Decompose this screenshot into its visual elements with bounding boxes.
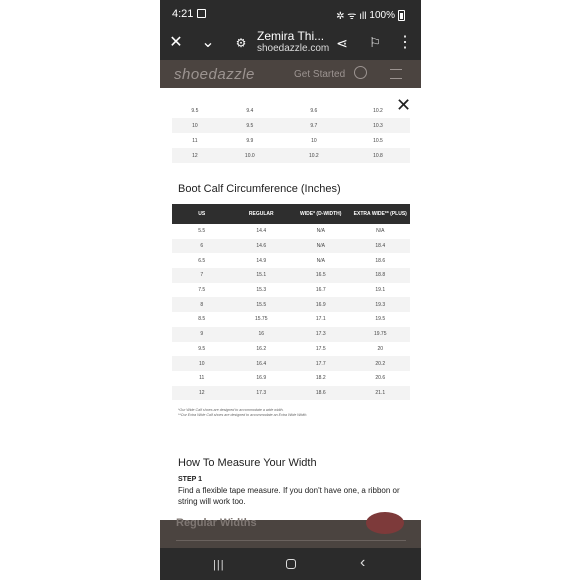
more-menu-icon[interactable]: ⋮ (397, 34, 413, 51)
table-cell: 16.2 (256, 345, 267, 352)
table-cell: 18.2 (315, 375, 326, 382)
chat-button[interactable] (366, 512, 404, 534)
table-cell: 19.75 (351, 327, 411, 342)
table-cell: 6 (172, 239, 232, 254)
table-cell: 15.1 (232, 268, 292, 283)
status-bar (160, 0, 421, 28)
site-logo[interactable]: shoedazzle (174, 66, 255, 83)
table-cell: 18.6 (375, 257, 386, 264)
table-cell: 20.2 (351, 356, 411, 371)
table-cell: 16.4 (232, 356, 292, 371)
table-cell: 9.5 (218, 118, 282, 133)
table-cell: 9.5 (198, 345, 206, 352)
recent-apps-icon[interactable]: ||| (213, 559, 225, 571)
back-icon[interactable]: ‹ (360, 554, 366, 571)
table-cell: 18.4 (351, 239, 411, 254)
table-cell: 15.5 (232, 297, 292, 312)
table-cell: 17.5 (315, 345, 326, 352)
gallery-notification-icon (197, 9, 206, 18)
table-cell: 10.5 (373, 137, 383, 144)
menu-icon[interactable] (390, 69, 402, 79)
table-cell: 19.5 (375, 316, 386, 323)
table-cell: 10.2 (373, 107, 383, 114)
divider (176, 540, 406, 541)
table-cell: 15.75 (254, 316, 268, 323)
table-cell: 17.7 (291, 356, 351, 371)
table-cell: 18.6 (291, 386, 351, 401)
table-cell: N/A (291, 239, 351, 254)
android-nav-bar (160, 548, 421, 580)
table-row (172, 239, 410, 254)
table-row (172, 283, 410, 298)
browser-toolbar (160, 28, 421, 60)
table-cell: 14.9 (256, 257, 267, 264)
table-row (172, 253, 410, 268)
table-cell: 21.1 (351, 386, 411, 401)
table-cell: 16.7 (315, 287, 326, 294)
table-cell: 18.8 (351, 268, 411, 283)
table-cell: 7.5 (198, 287, 206, 294)
size-table (172, 103, 410, 163)
site-settings-icon[interactable]: ⚙ (235, 36, 247, 50)
table-cell: 16 (232, 327, 292, 342)
table-cell: 16.9 (256, 375, 267, 382)
bookmark-icon[interactable]: ⚐ (369, 35, 381, 50)
footnote-wide: *Our Wide Calf shoes are designed to accommodate a wide width. (178, 408, 284, 412)
table-cell: 9.9 (246, 137, 254, 144)
table-row (172, 103, 410, 118)
page-url: shoedazzle.com (257, 43, 330, 54)
table-row (172, 327, 410, 342)
home-icon[interactable] (286, 559, 296, 569)
close-tab-icon[interactable]: ✕ (169, 34, 183, 51)
table-header-row (172, 204, 410, 224)
table-row (172, 148, 410, 163)
table-cell: 9.4 (246, 107, 254, 114)
close-icon[interactable]: ✕ (396, 95, 412, 115)
table-cell: 12 (172, 386, 232, 401)
column-header: US (172, 204, 232, 224)
table-cell: 8 (172, 297, 232, 312)
table-row (172, 297, 410, 312)
table-cell: 8.5 (198, 316, 206, 323)
table-cell: 10.0 (218, 148, 282, 163)
table-cell: 12 (172, 148, 218, 163)
table-cell: 17.3 (291, 327, 351, 342)
table-row (172, 224, 410, 239)
page-behind-modal (160, 517, 421, 548)
signal-icon: ✲ ᯤ ıll (336, 11, 367, 22)
table-cell: 10.8 (346, 148, 410, 163)
table-row (172, 312, 410, 327)
table-cell: 9.5 (191, 107, 199, 114)
table-row (172, 268, 410, 283)
table-row (172, 356, 410, 371)
table-row (172, 386, 410, 401)
column-header: EXTRA WIDE** (PLUS) (351, 204, 411, 224)
size-chart-modal (160, 88, 421, 520)
get-started-link[interactable]: Get Started (294, 69, 346, 80)
site-header (160, 60, 421, 88)
table-cell: 19.1 (375, 287, 386, 294)
table-cell: 9.7 (282, 118, 346, 133)
table-cell: 10 (172, 118, 218, 133)
footnote-extra-wide: **Our Extra Wide Calf shoes are designed to accommodate an Extra Wide Width. (178, 413, 308, 417)
page-title: Zemira Thi... (257, 29, 325, 43)
calf-table (172, 204, 410, 400)
chevron-down-icon[interactable]: ⌄ (201, 34, 215, 51)
phone-screen (160, 0, 421, 580)
status-icons (336, 8, 405, 22)
table-cell: 7 (172, 268, 232, 283)
step-text: Find a flexible tape measure. If you don't have one, a ribbon or string will work too. (178, 486, 400, 506)
table-cell: 20 (377, 345, 384, 352)
table-cell: 10.2 (282, 148, 346, 163)
battery-text: 100% (369, 9, 395, 21)
table-cell: 17.1 (315, 316, 326, 323)
table-row (172, 371, 410, 386)
table-cell: N/A (316, 228, 325, 235)
table-cell: 6.5 (198, 257, 206, 264)
measure-section-title: How To Measure Your Width (178, 457, 317, 469)
column-header: REGULAR (232, 204, 292, 224)
table-cell: 11 (192, 137, 198, 144)
table-cell: N/A (316, 257, 325, 264)
table-cell: 16.5 (291, 268, 351, 283)
table-cell: 9.6 (310, 107, 318, 114)
table-cell: 10.3 (346, 118, 410, 133)
table-row (172, 342, 410, 357)
table-row (172, 133, 410, 148)
table-cell: 5.5 (198, 228, 206, 235)
step-label: STEP 1 (178, 476, 202, 483)
table-cell: 15.3 (256, 287, 267, 294)
table-cell: 14.4 (256, 228, 267, 235)
behind-heading: Regular Widths (176, 517, 257, 529)
table-cell: 9 (172, 327, 232, 342)
battery-icon (398, 10, 405, 21)
table-cell: 10 (311, 137, 317, 144)
column-header: WIDE* (D-WIDTH) (291, 204, 351, 224)
table-cell: 16.9 (291, 297, 351, 312)
search-icon[interactable] (354, 66, 367, 79)
table-cell: N/A (376, 228, 385, 235)
table-cell: 19.3 (351, 297, 411, 312)
table-row (172, 118, 410, 133)
table-cell: 11 (199, 375, 205, 382)
table-cell: 14.6 (232, 239, 292, 254)
table-cell: 17.3 (232, 386, 292, 401)
table-cell: 10 (172, 356, 232, 371)
share-icon[interactable]: ⋖ (336, 35, 348, 51)
table-cell: 20.6 (375, 375, 386, 382)
calf-section-title: Boot Calf Circumference (Inches) (178, 183, 341, 195)
status-time: 4:21 (172, 8, 194, 20)
